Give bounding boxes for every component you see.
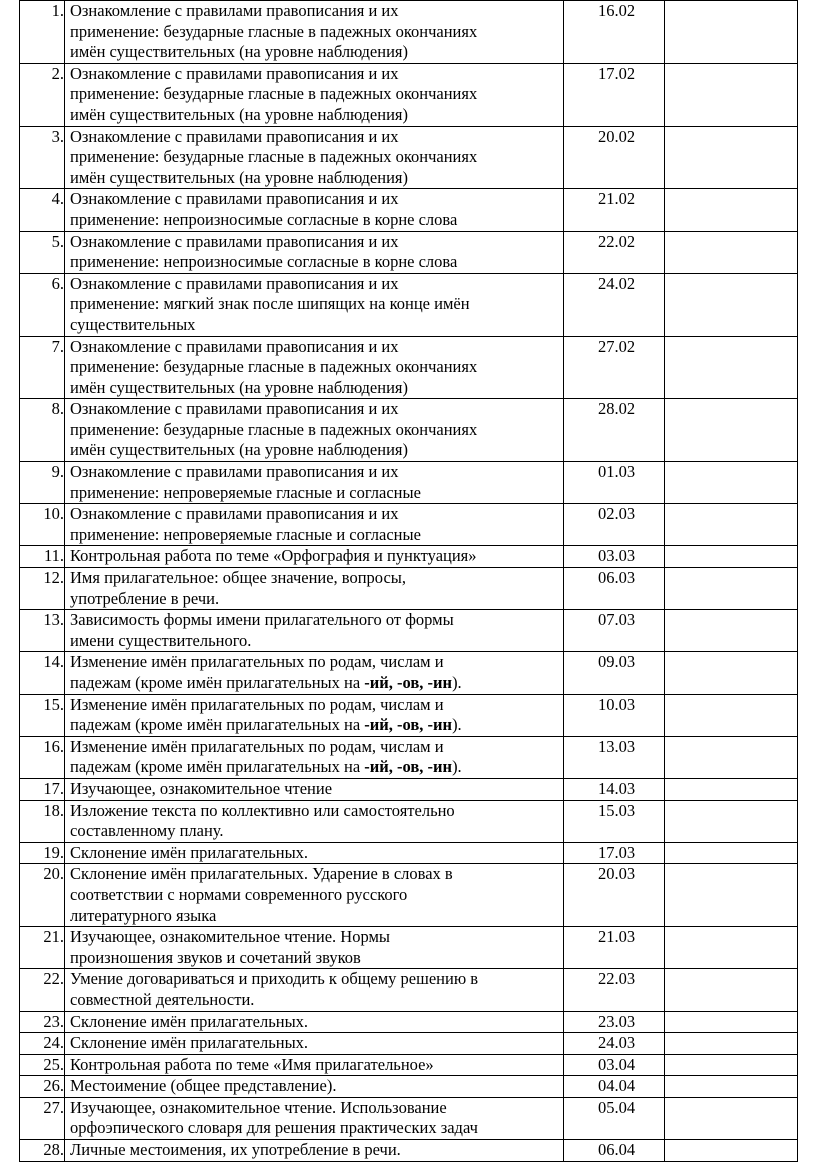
table-row	[20, 568, 798, 610]
lesson-note-cell[interactable]	[665, 778, 798, 800]
lesson-number: 20.	[20, 864, 65, 927]
lesson-number: 17.	[20, 778, 65, 800]
lesson-date: 21.02	[564, 189, 665, 231]
topic-line: употребление в речи.	[70, 588, 220, 608]
lesson-note-cell[interactable]	[665, 504, 798, 546]
topic-line: применение: непроизносимые согласные в корне слова	[70, 209, 458, 229]
lesson-number: 25.	[20, 1054, 65, 1076]
lesson-topic	[65, 1076, 564, 1098]
lesson-topic	[65, 969, 564, 1011]
lesson-plan-body	[20, 1, 798, 1162]
table-row	[20, 1140, 798, 1162]
lesson-note-cell[interactable]	[665, 842, 798, 864]
lesson-number: 8.	[20, 399, 65, 462]
lesson-number: 10.	[20, 504, 65, 546]
table-row	[20, 1, 798, 64]
topic-line	[70, 757, 563, 778]
lesson-date: 22.03	[564, 969, 665, 1011]
lesson-topic	[65, 462, 564, 504]
lesson-topic	[65, 1011, 564, 1033]
lesson-number: 26.	[20, 1076, 65, 1098]
topic-line: составленному плану.	[70, 821, 224, 841]
topic-line: Изменение имён прилагательных по родам, числам и	[70, 694, 444, 714]
topic-line: применение: безударные гласные в падежных окончаниях	[70, 419, 478, 439]
lesson-number: 13.	[20, 610, 65, 652]
lesson-date: 17.03	[564, 842, 665, 864]
lesson-note-cell[interactable]	[665, 189, 798, 231]
lesson-number: 6.	[20, 273, 65, 336]
lesson-note-cell[interactable]	[665, 610, 798, 652]
lesson-note-cell[interactable]	[665, 927, 798, 969]
lesson-date: 09.03	[564, 652, 665, 694]
lesson-topic	[65, 842, 564, 864]
topic-line: применение: безударные гласные в падежных окончаниях	[70, 147, 478, 167]
lesson-date: 21.03	[564, 927, 665, 969]
lesson-date: 03.04	[564, 1054, 665, 1076]
lesson-number: 5.	[20, 231, 65, 273]
topic-line: Ознакомление с правилами правописания и их	[70, 1, 399, 20]
topic-line: Контрольная работа по теме «Имя прилагательное»	[70, 1054, 434, 1074]
table-row	[20, 864, 798, 927]
lesson-date: 27.02	[564, 336, 665, 399]
lesson-note-cell[interactable]	[665, 1011, 798, 1033]
topic-line: Ознакомление с правилами правописания и их	[70, 63, 399, 83]
lesson-topic	[65, 864, 564, 927]
topic-line: Склонение имён прилагательных.	[70, 1033, 309, 1053]
lesson-number: 11.	[20, 546, 65, 568]
table-row	[20, 1033, 798, 1055]
lesson-topic	[65, 231, 564, 273]
topic-line: существительных	[70, 314, 196, 334]
topic-line: соответствии с нормами современного русского	[70, 884, 408, 904]
lesson-number: 22.	[20, 969, 65, 1011]
lesson-topic	[65, 1054, 564, 1076]
lesson-note-cell[interactable]	[665, 399, 798, 462]
topic-line: Изменение имён прилагательных по родам, числам и	[70, 736, 444, 756]
topic-line: применение: безударные гласные в падежных окончаниях	[70, 21, 478, 41]
table-row	[20, 800, 798, 842]
lesson-number: 19.	[20, 842, 65, 864]
lesson-note-cell[interactable]	[665, 126, 798, 189]
lesson-topic	[65, 800, 564, 842]
lesson-topic	[65, 736, 564, 778]
topic-line: Изучающее, ознакомительное чтение	[70, 778, 333, 798]
table-row	[20, 189, 798, 231]
lesson-number: 9.	[20, 462, 65, 504]
topic-line: имён существительных (на уровне наблюдения)	[70, 440, 409, 460]
lesson-number: 3.	[20, 126, 65, 189]
topic-line: Изложение текста по коллективно или самостоятельно	[70, 800, 455, 820]
suffix-list: -ий, -ов, -ин	[364, 715, 453, 735]
topic-line: имён существительных (на уровне наблюдения)	[70, 104, 409, 124]
topic-line: Ознакомление с правилами правописания и их	[70, 399, 399, 419]
table-row	[20, 778, 798, 800]
topic-line: Ознакомление с правилами правописания и их	[70, 462, 399, 482]
lesson-date: 23.03	[564, 1011, 665, 1033]
lesson-topic	[65, 126, 564, 189]
lesson-note-cell[interactable]	[665, 63, 798, 126]
lesson-note-cell[interactable]	[665, 736, 798, 778]
lesson-note-cell[interactable]	[665, 864, 798, 927]
topic-line: Склонение имён прилагательных.	[70, 1011, 309, 1031]
lesson-date: 03.03	[564, 546, 665, 568]
lesson-date: 17.02	[564, 63, 665, 126]
lesson-topic	[65, 1, 564, 64]
table-row	[20, 63, 798, 126]
lesson-note-cell[interactable]	[665, 694, 798, 736]
topic-line: Склонение имён прилагательных.	[70, 842, 309, 862]
lesson-date: 05.04	[564, 1097, 665, 1139]
table-row	[20, 273, 798, 336]
lesson-topic	[65, 610, 564, 652]
topic-text: ).	[452, 673, 462, 692]
topic-line: Зависимость формы имени прилагательного от формы	[70, 610, 454, 630]
topic-text: падежам (кроме имён прилагательных на	[70, 673, 365, 692]
topic-line: имени существительного.	[70, 630, 252, 650]
lesson-date: 24.02	[564, 273, 665, 336]
lesson-topic	[65, 1140, 564, 1162]
topic-line: Изучающее, ознакомительное чтение. Нормы	[70, 927, 390, 947]
lesson-plan-table	[19, 0, 798, 1162]
lesson-note-cell[interactable]	[665, 1033, 798, 1055]
table-row	[20, 1011, 798, 1033]
topic-line: Контрольная работа по теме «Орфография и пунктуация»	[70, 546, 477, 566]
lesson-number: 27.	[20, 1097, 65, 1139]
table-row	[20, 126, 798, 189]
lesson-note-cell[interactable]	[665, 231, 798, 273]
suffix-list: -ий, -ов, -ин	[364, 673, 453, 692]
lesson-topic	[65, 1097, 564, 1139]
lesson-topic	[65, 336, 564, 399]
table-row	[20, 652, 798, 694]
lesson-topic	[65, 189, 564, 231]
topic-line	[70, 715, 563, 736]
topic-line: имён существительных (на уровне наблюдения)	[70, 167, 409, 187]
table-row	[20, 336, 798, 399]
topic-line: Ознакомление с правилами правописания и их	[70, 231, 399, 251]
lesson-topic	[65, 399, 564, 462]
topic-line: Изменение имён прилагательных по родам, числам и	[70, 652, 444, 672]
table-row	[20, 969, 798, 1011]
lesson-date: 04.04	[564, 1076, 665, 1098]
topic-line: Ознакомление с правилами правописания и их	[70, 273, 399, 293]
topic-line	[70, 673, 563, 694]
lesson-number: 1.	[20, 1, 65, 64]
topic-line: имён существительных (на уровне наблюдения)	[70, 42, 409, 62]
suffix-list: -ий, -ов, -ин	[364, 757, 453, 777]
topic-line: применение: непроверяемые гласные и согласные	[70, 524, 421, 544]
lesson-topic	[65, 1033, 564, 1055]
table-row	[20, 462, 798, 504]
topic-line: имён существительных (на уровне наблюдения)	[70, 377, 409, 397]
lesson-note-cell[interactable]	[665, 969, 798, 1011]
lesson-topic	[65, 652, 564, 694]
table-row	[20, 1054, 798, 1076]
lesson-date: 01.03	[564, 462, 665, 504]
table-row	[20, 842, 798, 864]
topic-line: Местоимение (общее представление).	[70, 1076, 337, 1096]
lesson-date: 14.03	[564, 778, 665, 800]
topic-line: Ознакомление с правилами правописания и их	[70, 504, 399, 524]
lesson-date: 07.03	[564, 610, 665, 652]
topic-line: применение: непроизносимые согласные в корне слова	[70, 252, 458, 272]
lesson-note-cell[interactable]	[665, 336, 798, 399]
lesson-number: 12.	[20, 568, 65, 610]
lesson-date: 20.03	[564, 864, 665, 927]
lesson-number: 15.	[20, 694, 65, 736]
topic-line: Умение договариваться и приходить к общему решению в	[70, 969, 479, 989]
table-row	[20, 1097, 798, 1139]
lesson-number: 18.	[20, 800, 65, 842]
lesson-number: 21.	[20, 927, 65, 969]
lesson-date: 20.02	[564, 126, 665, 189]
table-row	[20, 546, 798, 568]
topic-line: Личные местоимения, их употребление в речи.	[70, 1140, 401, 1160]
topic-line: совместной деятельности.	[70, 989, 255, 1009]
lesson-date: 22.02	[564, 231, 665, 273]
lesson-note-cell[interactable]	[665, 1054, 798, 1076]
lesson-topic	[65, 546, 564, 568]
topic-line: Изучающее, ознакомительное чтение. Использование	[70, 1097, 447, 1117]
topic-line: применение: безударные гласные в падежных окончаниях	[70, 357, 478, 377]
topic-line: литературного языка	[70, 905, 217, 925]
topic-line: применение: непроверяемые гласные и согласные	[70, 482, 421, 502]
lesson-date: 06.03	[564, 568, 665, 610]
lesson-topic	[65, 504, 564, 546]
lesson-note-cell[interactable]	[665, 546, 798, 568]
lesson-number: 23.	[20, 1011, 65, 1033]
topic-text: падежам (кроме имён прилагательных на	[70, 715, 365, 735]
table-row	[20, 736, 798, 778]
lesson-topic	[65, 273, 564, 336]
lesson-number: 14.	[20, 652, 65, 694]
table-row	[20, 399, 798, 462]
lesson-note-cell[interactable]	[665, 1097, 798, 1139]
lesson-note-cell[interactable]	[665, 1140, 798, 1162]
table-row	[20, 694, 798, 736]
lesson-date: 16.02	[564, 1, 665, 64]
topic-line: применение: мягкий знак после шипящих на конце имён	[70, 294, 470, 314]
lesson-date: 24.03	[564, 1033, 665, 1055]
topic-line: Ознакомление с правилами правописания и их	[70, 336, 399, 356]
lesson-date: 15.03	[564, 800, 665, 842]
lesson-topic	[65, 778, 564, 800]
lesson-date: 13.03	[564, 736, 665, 778]
table-row	[20, 610, 798, 652]
table-row	[20, 504, 798, 546]
lesson-date: 10.03	[564, 694, 665, 736]
lesson-note-cell[interactable]	[665, 1, 798, 64]
lesson-topic	[65, 63, 564, 126]
lesson-topic	[65, 927, 564, 969]
topic-text: ).	[452, 715, 462, 735]
lesson-number: 24.	[20, 1033, 65, 1055]
lesson-note-cell[interactable]	[665, 568, 798, 610]
topic-line: применение: безударные гласные в падежных окончаниях	[70, 84, 478, 104]
topic-line: Ознакомление с правилами правописания и их	[70, 126, 399, 146]
lesson-note-cell[interactable]	[665, 462, 798, 504]
lesson-number: 4.	[20, 189, 65, 231]
table-row	[20, 231, 798, 273]
lesson-note-cell[interactable]	[665, 273, 798, 336]
lesson-number: 28.	[20, 1140, 65, 1162]
lesson-number: 7.	[20, 336, 65, 399]
topic-text: ).	[452, 757, 462, 777]
topic-line: Ознакомление с правилами правописания и их	[70, 189, 399, 209]
topic-line: произношения звуков и сочетаний звуков	[70, 947, 361, 967]
table-row	[20, 927, 798, 969]
topic-line: орфоэпического словаря для решения практических задач	[70, 1118, 478, 1138]
lesson-note-cell[interactable]	[665, 800, 798, 842]
lesson-note-cell[interactable]	[665, 652, 798, 694]
lesson-number: 16.	[20, 736, 65, 778]
lesson-number: 2.	[20, 63, 65, 126]
lesson-date: 28.02	[564, 399, 665, 462]
lesson-topic	[65, 694, 564, 736]
topic-line: Имя прилагательное: общее значение, вопросы,	[70, 568, 407, 588]
topic-line: Склонение имён прилагательных. Ударение в словах в	[70, 864, 453, 884]
lesson-date: 02.03	[564, 504, 665, 546]
lesson-topic	[65, 568, 564, 610]
topic-text: падежам (кроме имён прилагательных на	[70, 757, 365, 777]
lesson-note-cell[interactable]	[665, 1076, 798, 1098]
table-row	[20, 1076, 798, 1098]
lesson-date: 06.04	[564, 1140, 665, 1162]
